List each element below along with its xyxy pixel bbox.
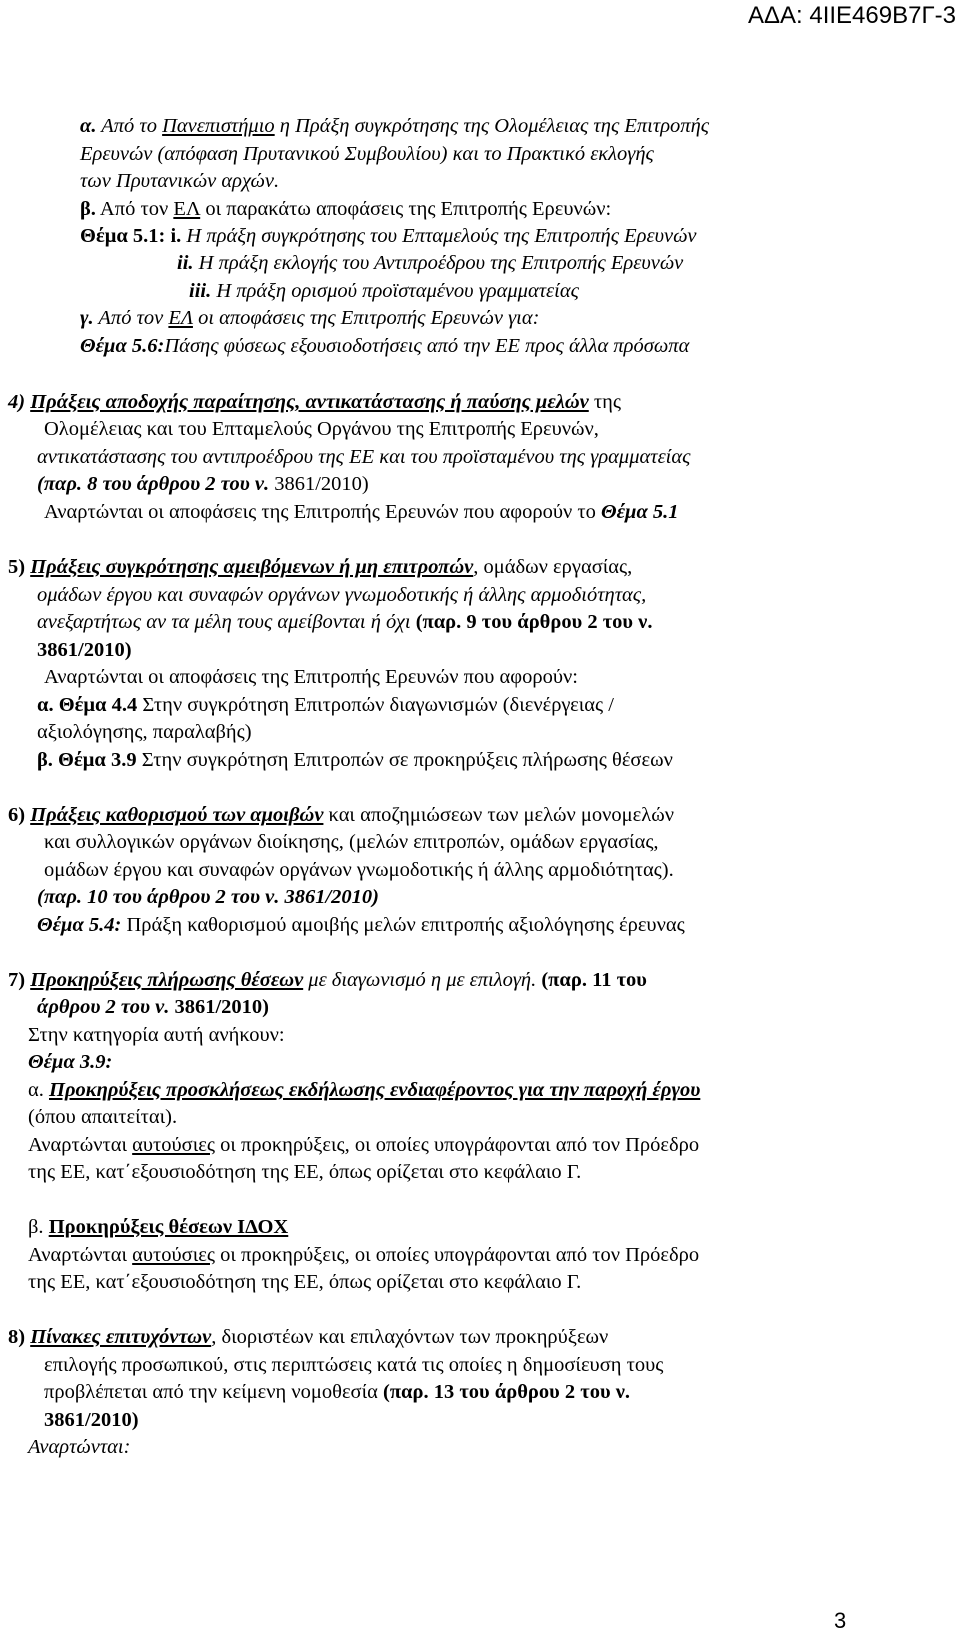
text-line (28, 1434, 130, 1460)
text-segment: Η πράξη ορισμού προϊσταμένου γραμματείας (211, 280, 579, 302)
text-segment: της ΕΕ, κατ΄εξουσιοδότηση της ΕΕ, όπως ορίζεται στο κεφάλαιο Γ. (28, 1161, 582, 1183)
text-line (80, 223, 697, 249)
text-segment: Αναρτώνται οι αποφάσεις της Επιτροπής Ερευνών που αφορούν το (44, 501, 601, 523)
text-segment: ανεξαρτήτως αν τα μέλη τους αμείβονται ή όχι (37, 611, 416, 633)
text-segment: ομάδων έργου και συναφών οργάνων γνωμοδοτικής ή άλλης αρμοδιότητας, (37, 584, 647, 606)
text-segment: και αποζημιώσεων των μελών μονομελών (323, 804, 674, 826)
text-line (44, 499, 679, 525)
text-segment: αυτούσιες (132, 1244, 215, 1266)
text-segment: οι αποφάσεις της Επιτροπής Ερευνών για: (192, 307, 540, 329)
text-segment: με διαγωνισμό η με επιλογή. (303, 969, 542, 991)
text-line (37, 692, 614, 718)
text-segment: των Πρυτανικών αρχών. (80, 170, 280, 192)
text-segment: και συλλογικών οργάνων διοίκησης, (μελών επιτροπών, ομάδων εργασίας, (44, 831, 659, 853)
text-line (28, 1242, 699, 1268)
text-segment: Ερευνών (απόφαση Πρυτανικού Συμβουλίου) και το Πρακτικό εκλογής (80, 143, 654, 165)
text-segment: Πανεπιστήμιο (162, 115, 275, 137)
text-segment: επιλογής προσωπικού, στις περιπτώσεις κατά τις οποίες η δημοσίευση τους (44, 1354, 664, 1376)
text-line (28, 1159, 581, 1185)
text-segment: α. (80, 115, 97, 137)
text-segment: ΕΛ (168, 307, 193, 329)
text-segment: , ομάδων εργασίας, (473, 556, 633, 578)
text-segment: η Πράξη συγκρότησης της Ολομέλειας της Επιτροπής (274, 115, 710, 137)
text-line (80, 141, 654, 167)
text-segment: β. Θέμα 3.9 (37, 749, 137, 771)
text-segment: Στην συγκρότηση Επιτροπών διαγωνισμών (διενέργειας / (137, 694, 614, 716)
text-segment: (παρ. 10 του άρθρου 2 του ν. 3861/2010) (37, 886, 380, 908)
text-segment: της ΕΕ, κατ΄εξουσιοδότηση της ΕΕ, όπως ορίζεται στο κεφάλαιο Γ. (28, 1271, 582, 1293)
text-segment: 3861/2010) (44, 1409, 139, 1431)
text-segment: Η πράξη συγκρότησης του Επταμελούς της Επιτροπής Ερευνών (181, 225, 697, 247)
text-line (44, 1352, 663, 1378)
text-segment: 5) (8, 556, 31, 578)
text-segment: αντικατάστασης του αντιπροέδρου της ΕΕ και του προϊσταμένου της γραμματείας (37, 446, 691, 468)
text-segment: (παρ. 9 του άρθρου 2 του ν. (415, 611, 653, 633)
text-segment: 7) (8, 969, 31, 991)
text-segment: γ. (80, 307, 94, 329)
text-line (37, 609, 652, 635)
text-segment: Θέμα 5.6: (80, 335, 165, 357)
text-segment: Στην κατηγορία αυτή ανήκουν: (28, 1024, 285, 1046)
text-segment: Θέμα 5.1: i. (80, 225, 182, 247)
text-line (28, 1049, 112, 1075)
text-segment: οι προκηρύξεις, οι οποίες υπογράφονται από τον Πρόεδρο (214, 1244, 700, 1266)
text-line (28, 1022, 285, 1048)
text-segment: Στην συγκρότηση Επιτροπών σε προκηρύξεις πλήρωσης θέσεων (136, 749, 673, 771)
text-segment: (παρ. 13 του άρθρου 2 του ν. (383, 1381, 631, 1403)
text-segment: 8) (8, 1326, 31, 1348)
text-line (28, 1214, 288, 1240)
text-segment: Από τον (95, 198, 174, 220)
text-line (28, 1132, 699, 1158)
text-segment: Αναρτώνται (28, 1244, 133, 1266)
text-segment: 3861/2010) (174, 996, 269, 1018)
text-line (80, 196, 611, 222)
text-line (8, 967, 647, 993)
text-segment: 3861/2010) (274, 473, 369, 495)
text-segment: Ολομέλειας και του Επταμελούς Οργάνου της Επιτροπής Ερευνών, (44, 418, 599, 440)
text-segment: iii. (189, 280, 212, 302)
text-line (44, 664, 578, 690)
text-segment: άρθρου 2 του ν. (37, 996, 175, 1018)
ada-header: ΑΔΑ: 4ΙΙΕ469Β7Γ-3 (747, 2, 956, 29)
text-line (44, 416, 599, 442)
text-line (44, 829, 659, 855)
text-segment: Πράξεις συγκρότησης αμειβόμενων ή μη επιτροπών (30, 556, 474, 578)
text-line (8, 802, 674, 828)
text-segment: Από το (96, 115, 163, 137)
text-line (8, 1324, 608, 1350)
text-segment: αυτούσιες (132, 1134, 215, 1156)
text-segment: Θέμα 5.4: (37, 914, 122, 936)
text-line (37, 884, 379, 910)
text-segment: Αναρτώνται: (28, 1436, 131, 1458)
text-segment: Αναρτώνται (28, 1134, 133, 1156)
text-segment: Θέμα 5.1 (600, 501, 679, 523)
text-segment: οι προκηρύξεις, οι οποίες υπογράφονται από τον Πρόεδρο (214, 1134, 700, 1156)
text-segment: α. (28, 1079, 49, 1101)
text-segment: της (588, 391, 621, 413)
text-line (8, 554, 632, 580)
text-line (8, 389, 621, 415)
page-number: 3 (834, 1608, 847, 1633)
text-line (37, 912, 685, 938)
text-line (189, 278, 579, 304)
text-segment: προβλέπεται από την κείμενη νομοθεσία (44, 1381, 383, 1403)
text-line (37, 444, 690, 470)
text-segment: (όπου απαιτείται). (28, 1106, 178, 1128)
text-line (44, 857, 674, 883)
text-segment: 3861/2010) (37, 639, 132, 661)
text-segment: Πράξη καθορισμού αμοιβής μελών επιτροπής αξιολόγησης έρευνας (121, 914, 685, 936)
text-line (80, 333, 689, 359)
text-segment: Προκηρύξεις προσκλήσεως εκδήλωσης ενδιαφέροντος για την παροχή έργου (49, 1079, 701, 1101)
text-line (37, 747, 673, 773)
text-segment: οι παρακάτω αποφάσεις της Επιτροπής Ερευνών: (200, 198, 612, 220)
text-line (28, 1104, 177, 1130)
text-line (80, 168, 279, 194)
text-segment: ομάδων έργου και συναφών οργάνων γνωμοδοτικής ή άλλης αρμοδιότητας). (44, 859, 674, 881)
text-line (28, 1269, 581, 1295)
text-line (80, 305, 539, 331)
text-segment: Πράξεις αποδοχής παραίτησης, αντικατάστασης ή παύσης μελών (30, 391, 589, 413)
text-line (28, 1077, 700, 1103)
text-line (37, 471, 369, 497)
text-segment: 4) (8, 391, 31, 413)
text-segment: Πράξεις καθορισμού των αμοιβών (30, 804, 324, 826)
text-segment: β. (80, 198, 96, 220)
text-segment: αξιολόγησης, παραλαβής) (37, 721, 252, 743)
text-segment: (παρ. 8 του άρθρου 2 του ν. (37, 473, 275, 495)
text-line (37, 994, 269, 1020)
text-segment: ΕΛ (173, 198, 201, 220)
text-segment: , διοριστέων και επιλαχόντων των προκηρύξεων (211, 1326, 609, 1348)
text-line (177, 250, 683, 276)
text-segment: ii. (177, 252, 194, 274)
text-segment: Πάσης φύσεως εξουσιοδοτήσεις από την ΕΕ προς άλλα πρόσωπα (164, 335, 690, 357)
text-segment: (παρ. 11 του (541, 969, 647, 991)
text-line (37, 582, 646, 608)
text-segment: Αναρτώνται οι αποφάσεις της Επιτροπής Ερευνών που αφορούν: (44, 666, 578, 688)
text-segment: β. (28, 1216, 49, 1238)
text-line (44, 1407, 139, 1433)
text-line (37, 719, 252, 745)
text-segment: Από τον (93, 307, 169, 329)
text-segment: Η πράξη εκλογής του Αντιπροέδρου της Επιτροπής Ερευνών (193, 252, 684, 274)
text-line (37, 637, 132, 663)
text-segment: Πίνακες επιτυχόντων (30, 1326, 212, 1348)
text-segment: 6) (8, 804, 31, 826)
text-segment: Θέμα 3.9: (28, 1051, 113, 1073)
text-line (80, 113, 709, 139)
text-segment: α. Θέμα 4.4 (37, 694, 138, 716)
text-segment: Προκηρύξεις θέσεων ΙΔΟΧ (48, 1216, 289, 1238)
text-line (44, 1379, 630, 1405)
text-segment: Προκηρύξεις πλήρωσης θέσεων (30, 969, 304, 991)
